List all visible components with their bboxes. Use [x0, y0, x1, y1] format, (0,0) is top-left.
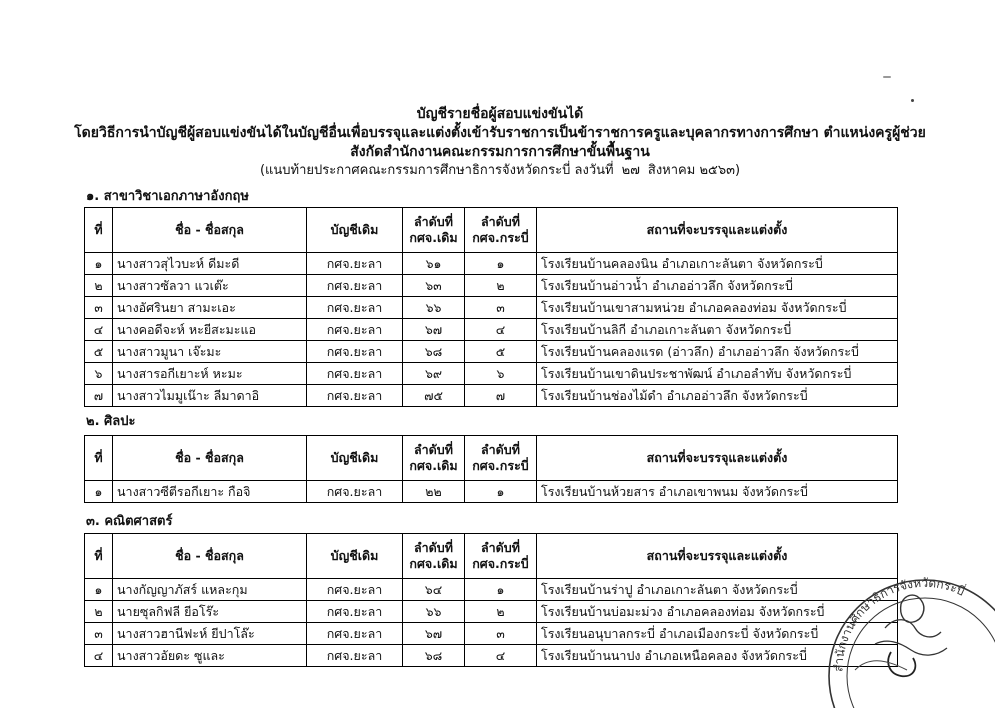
cell-no: ๔ [85, 319, 113, 341]
cell-rank-krabi: ๖ [465, 363, 537, 385]
cell-original-list: กศจ.ยะลา [307, 275, 403, 297]
col-name: ชื่อ - ชื่อสกุล [113, 534, 307, 579]
cell-place: โรงเรียนอนุบาลกระบี่ อำเภอเมืองกระบี่ จังหวัดกระบี่ [537, 623, 898, 645]
table-row [85, 601, 898, 623]
table-row [85, 645, 898, 667]
col-place: สถานที่จะบรรจุและแต่งตั้ง [537, 208, 898, 253]
doc-title: บัญชีรายชื่อผู้สอบแข่งขันได้ [416, 106, 584, 122]
cell-rank-original: ๖๘ [403, 341, 465, 363]
cell-rank-krabi: ๔ [465, 319, 537, 341]
col-original-list: บัญชีเดิม [307, 208, 403, 253]
note-suffix: สิงหาคม ๒๕๖๓) [647, 163, 741, 178]
cell-rank-krabi: ๒ [465, 275, 537, 297]
cell-place: โรงเรียนบ้านนาปง อำเภอเหนือคลอง จังหวัดกระบี่ [537, 645, 898, 667]
col-no: ที่ [85, 436, 113, 481]
table-row [85, 623, 898, 645]
cell-place: โรงเรียนบ้านห้วยสาร อำเภอเขาพนม จังหวัดกระบี่ [537, 481, 898, 503]
cell-rank-original: ๒๒ [403, 481, 465, 503]
table-row [85, 385, 898, 407]
table-header-row [85, 436, 898, 481]
cell-rank-krabi: ๑ [465, 253, 537, 275]
cell-name: นางสาวไมมูเน๊าะ ลีมาดาอิ [113, 385, 307, 407]
cell-rank-original: ๖๑ [403, 253, 465, 275]
table-art [84, 435, 898, 503]
note-prefix: (แนบท้ายประกาศคณะกรรมการศึกษาธิการจังหวัดกระบี่ ลงวันที่ [259, 163, 614, 178]
cell-rank-original: ๖๙ [403, 363, 465, 385]
cell-place: โรงเรียนบ้านบ่อมะม่วง อำเภอคลองท่อม จังหวัดกระบี่ [537, 601, 898, 623]
cell-original-list: กศจ.ยะลา [307, 297, 403, 319]
col-rank-original: ลำดับที่ กศจ.เดิม [403, 534, 465, 579]
cell-rank-krabi: ๕ [465, 341, 537, 363]
cell-original-list: กศจ.ยะลา [307, 253, 403, 275]
col-place: สถานที่จะบรรจุและแต่งตั้ง [537, 534, 898, 579]
cell-no: ๒ [85, 601, 113, 623]
table-row [85, 579, 898, 601]
cell-no: ๕ [85, 341, 113, 363]
cell-name: นางสารอกีเยาะห์ หะมะ [113, 363, 307, 385]
cell-rank-original: ๖๖ [403, 601, 465, 623]
cell-place: โรงเรียนบ้านเขาสามหน่วย อำเภอคลองท่อม จังหวัดกระบี่ [537, 297, 898, 319]
cell-original-list: กศจ.ยะลา [307, 623, 403, 645]
cell-rank-krabi: ๑ [465, 579, 537, 601]
col-rank-krabi: ลำดับที่ กศจ.กระบี่ [465, 534, 537, 579]
cell-place: โรงเรียนบ้านลิกี อำเภอเกาะลันตา จังหวัดกระบี่ [537, 319, 898, 341]
table-row [85, 253, 898, 275]
cell-place: โรงเรียนบ้านอ่าวน้ำ อำเภออ่าวลึก จังหวัดกระบี่ [537, 275, 898, 297]
scan-speck [911, 99, 914, 102]
official-stamp [815, 558, 995, 708]
cell-no: ๖ [85, 363, 113, 385]
cell-place: โรงเรียนบ้านเขาดินประชาพัฒน์ อำเภอลำทับ จังหวัดกระบี่ [537, 363, 898, 385]
cell-rank-original: ๖๓ [403, 275, 465, 297]
cell-rank-krabi: ๒ [465, 601, 537, 623]
cell-name: นางสาวฮานีฟะห์ ยีปาโล๊ะ [113, 623, 307, 645]
cell-no: ๑ [85, 481, 113, 503]
cell-rank-original: ๖๖ [403, 297, 465, 319]
cell-name: นางกัญญาภัสร์ แหละกุม [113, 579, 307, 601]
cell-no: ๓ [85, 297, 113, 319]
table-header-row [85, 208, 898, 253]
cell-place: โรงเรียนบ้านคลองแรด (อ่าวลึก) อำเภออ่าวลึก จังหวัดกระบี่ [537, 341, 898, 363]
cell-original-list: กศจ.ยะลา [307, 341, 403, 363]
cell-place: โรงเรียนบ้านช่องไม้ดำ อำเภออ่าวลึก จังหวัดกระบี่ [537, 385, 898, 407]
cell-rank-original: ๖๗ [403, 319, 465, 341]
table-row [85, 297, 898, 319]
cell-rank-krabi: ๑ [465, 481, 537, 503]
table-row [85, 275, 898, 297]
cell-place: โรงเรียนบ้านร่าปู อำเภอเกาะลันตา จังหวัดกระบี่ [537, 579, 898, 601]
cell-no: ๑ [85, 253, 113, 275]
section-title-english: ๑. สาขาวิชาเอกภาษาอังกฤษ [86, 189, 249, 204]
col-rank-krabi: ลำดับที่ กศจ.กระบี่ [465, 208, 537, 253]
table-row [85, 481, 898, 503]
cell-original-list: กศจ.ยะลา [307, 645, 403, 667]
col-no: ที่ [85, 534, 113, 579]
cell-name: นางสาวซีตีรอกีเยาะ กือจิ [113, 481, 307, 503]
cell-rank-krabi: ๔ [465, 645, 537, 667]
cell-original-list: กศจ.ยะลา [307, 363, 403, 385]
cell-original-list: กศจ.ยะลา [307, 481, 403, 503]
col-no: ที่ [85, 208, 113, 253]
cell-place: โรงเรียนบ้านคลองนิน อำเภอเกาะลันตา จังหวัดกระบี่ [537, 253, 898, 275]
col-name: ชื่อ - ชื่อสกุล [113, 436, 307, 481]
cell-no: ๔ [85, 645, 113, 667]
section-title-art: ๒. ศิลปะ [86, 414, 136, 429]
cell-original-list: กศจ.ยะลา [307, 579, 403, 601]
cell-rank-original: ๖๔ [403, 579, 465, 601]
table-header-row [85, 534, 898, 579]
cell-name: นางสาวซัลวา แวเต๊ะ [113, 275, 307, 297]
cell-no: ๓ [85, 623, 113, 645]
col-rank-original: ลำดับที่ กศจ.เดิม [403, 208, 465, 253]
doc-affiliation: สังกัดสำนักงานคณะกรรมการการศึกษาขั้นพื้นฐาน [350, 144, 650, 160]
cell-rank-original: ๖๘ [403, 645, 465, 667]
cell-original-list: กศจ.ยะลา [307, 319, 403, 341]
table-row [85, 341, 898, 363]
garuda-seal-icon [815, 558, 995, 708]
col-original-list: บัญชีเดิม [307, 436, 403, 481]
cell-name: นางสาวสุไวบะห์ ดีมะดี [113, 253, 307, 275]
cell-no: ๑ [85, 579, 113, 601]
cell-rank-krabi: ๓ [465, 623, 537, 645]
cell-name: นางสาวมูนา เจ๊ะมะ [113, 341, 307, 363]
col-rank-original: ลำดับที่ กศจ.เดิม [403, 436, 465, 481]
col-name: ชื่อ - ชื่อสกุล [113, 208, 307, 253]
cell-name: นางอัศรินยา สามะเอะ [113, 297, 307, 319]
table-row [85, 363, 898, 385]
cell-name: นางคอดีจะห์ หะยีสะมะแอ [113, 319, 307, 341]
table-math [84, 533, 898, 667]
cell-no: ๗ [85, 385, 113, 407]
doc-reference-note [0, 162, 1000, 180]
stamp-text: สำนักงานศึกษาธิการจังหวัดกระบี่ [831, 575, 967, 673]
scan-speck [883, 76, 891, 78]
cell-name: นายซุลกิฟลี ยีอโร๊ะ [113, 601, 307, 623]
doc-subtitle: โดยวิธีการนำบัญชีผู้สอบแข่งขันได้ในบัญชีอื่นเพื่อบรรจุและแต่งตั้งเข้ารับราชการเป็นข้าราชการครูและบุคลากรทางการศึกษา ตำแหน่งครูผู้ช่วย [74, 125, 926, 141]
cell-rank-krabi: ๗ [465, 385, 537, 407]
cell-rank-krabi: ๓ [465, 297, 537, 319]
col-original-list: บัญชีเดิม [307, 534, 403, 579]
cell-original-list: กศจ.ยะลา [307, 385, 403, 407]
col-place: สถานที่จะบรรจุและแต่งตั้ง [537, 436, 898, 481]
col-rank-krabi: ลำดับที่ กศจ.กระบี่ [465, 436, 537, 481]
note-day-handwritten: ๒๗ [621, 163, 640, 178]
cell-rank-original: ๖๗ [403, 623, 465, 645]
section-title-math: ๓. คณิตศาสตร์ [86, 514, 173, 529]
cell-rank-original: ๗๕ [403, 385, 465, 407]
table-english [84, 207, 898, 407]
cell-no: ๒ [85, 275, 113, 297]
table-row [85, 319, 898, 341]
cell-name: นางสาวอัยดะ ซูและ [113, 645, 307, 667]
cell-original-list: กศจ.ยะลา [307, 601, 403, 623]
